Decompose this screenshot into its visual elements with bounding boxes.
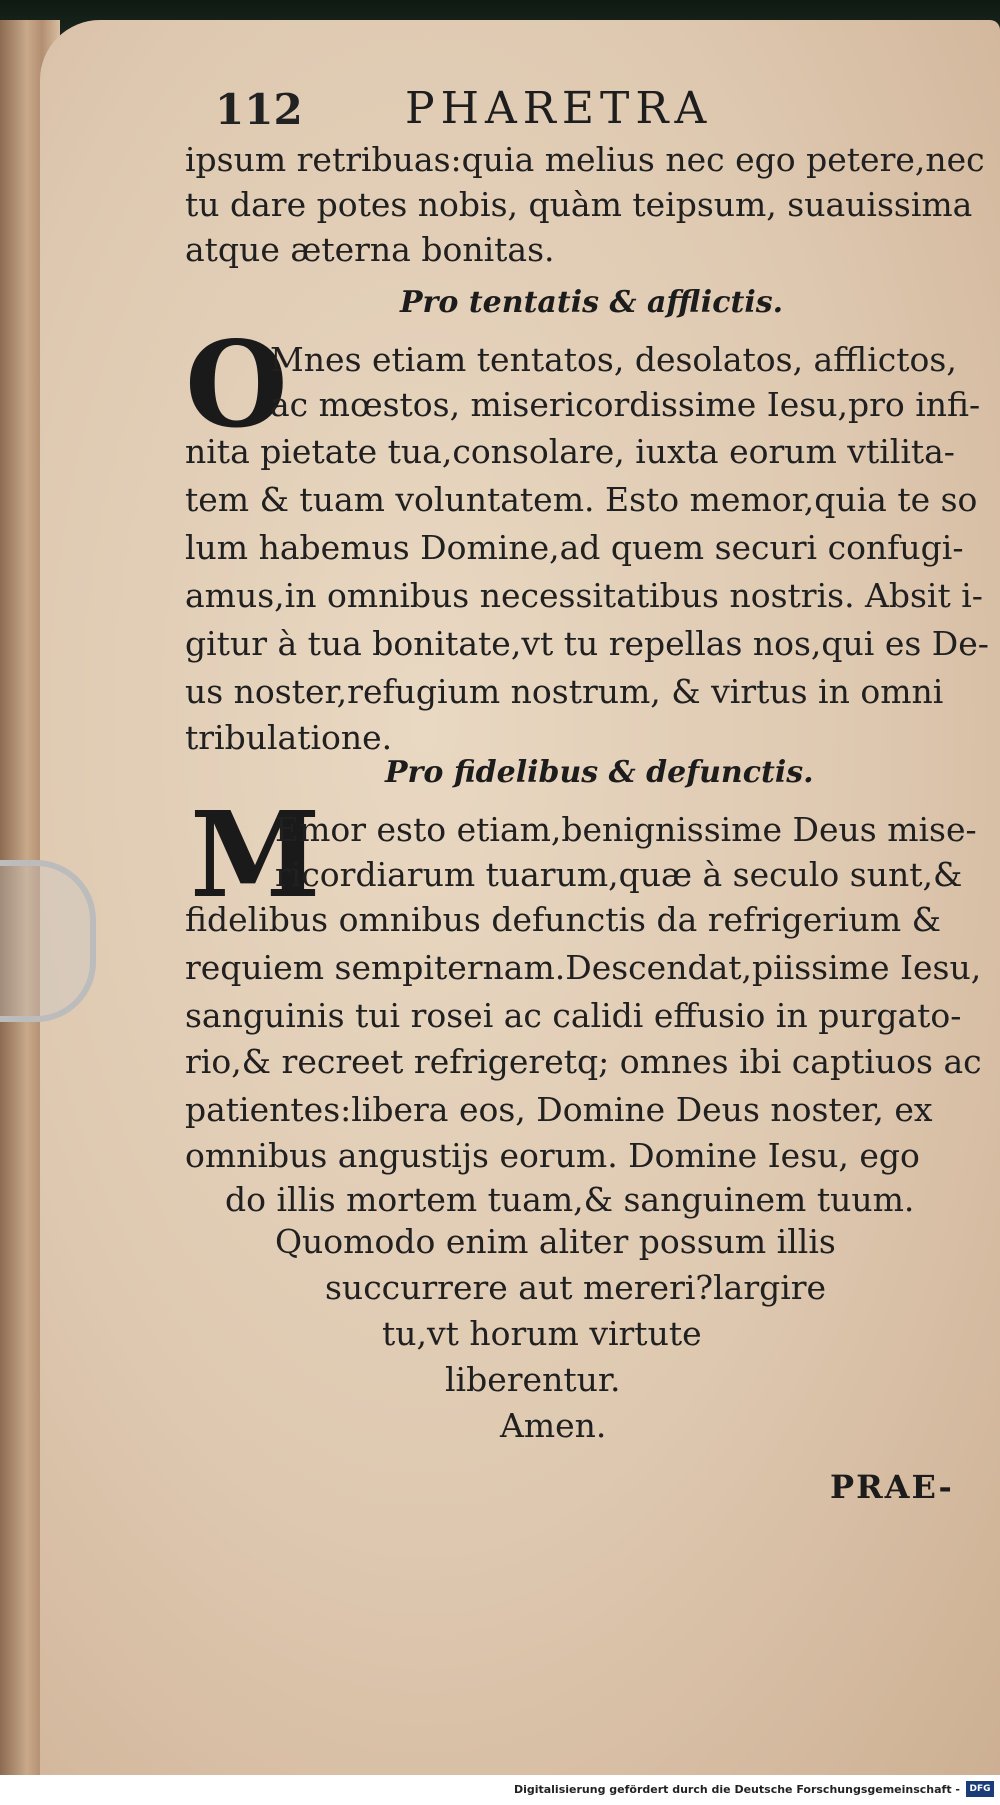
text-line: atque æterna bonitas. — [185, 230, 555, 269]
text-line: lum habemus Domine,ad quem securi confugi- — [185, 528, 964, 567]
drop-capital: O — [185, 315, 288, 454]
text-line: ipsum retribuas:quia melius nec ego petere,nec — [185, 140, 985, 179]
text-line: requiem sempiternam.Descendat,piissime Iesu, — [185, 948, 982, 987]
text-line: ricordiarum tuarum,quæ à seculo sunt,& — [275, 855, 963, 894]
closing-line: liberentur. — [445, 1360, 621, 1399]
text-line: amus,in omnibus necessitatibus nostris. Absit i- — [185, 576, 983, 615]
closing-line: succurrere aut mereri?largire — [325, 1268, 827, 1307]
text-line: fidelibus omnibus defunctis da refrigerium & — [185, 900, 941, 939]
text-line: do illis mortem tuam,& sanguinem tuum. — [225, 1180, 915, 1219]
closing-line: Quomodo enim aliter possum illis — [275, 1222, 836, 1261]
text-line: tribulatione. — [185, 718, 393, 757]
closing-line: Amen. — [500, 1406, 607, 1445]
page-number: 112 — [215, 85, 303, 134]
text-line: Emor esto etiam,benignissime Deus mise- — [275, 810, 977, 849]
text-line: gitur à tua bonitate,vt tu repellas nos,qui es De- — [185, 624, 989, 663]
catchword: PRAE- — [830, 1468, 954, 1506]
text-line: patientes:libera eos, Domine Deus noster, ex — [185, 1090, 933, 1129]
running-title: PHARETRA — [405, 83, 713, 134]
text-line: omnibus angustijs eorum. Domine Iesu, ego — [185, 1136, 920, 1175]
book-page — [40, 20, 1000, 1775]
text-line: us noster,refugium nostrum, & virtus in omni — [185, 672, 944, 711]
funding-credit: Digitalisierung gefördert durch die Deutsche Forschungsgemeinschaft - — [513, 1783, 960, 1796]
footer-bar — [0, 1775, 1000, 1805]
text-line: tu dare potes nobis, quàm teipsum, suauissima — [185, 185, 973, 224]
drop-capital: M — [190, 785, 321, 924]
section-heading: Pro tentatis & afflictis. — [400, 285, 784, 320]
text-line: nita pietate tua,consolare, iuxta eorum vtilita- — [185, 432, 955, 471]
text-line: sanguinis tui rosei ac calidi effusio in purgato- — [185, 996, 962, 1035]
book-clasp — [0, 860, 96, 1022]
page-header — [0, 85, 1000, 135]
text-line: tem & tuam voluntatem. Esto memor,quia te so — [185, 480, 978, 519]
text-line: rio,& recreet refrigeretq; omnes ibi captiuos ac — [185, 1042, 982, 1081]
section-heading: Pro fidelibus & defunctis. — [385, 755, 814, 790]
text-line: Mnes etiam tentatos, desolatos, afflictos, — [270, 340, 957, 379]
text-line: ac mœstos, misericordissime Iesu,pro infi- — [270, 385, 981, 424]
dfg-logo-icon: DFG — [966, 1781, 994, 1797]
closing-line: tu,vt horum virtute — [382, 1314, 702, 1353]
